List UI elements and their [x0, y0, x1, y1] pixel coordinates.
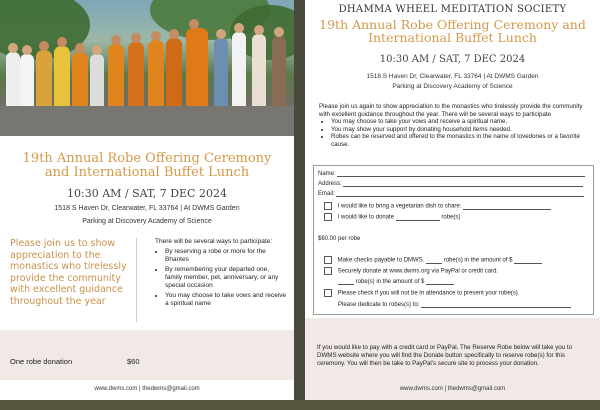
left-invite-text: Please join us to show appreciation to the monastics who tirelessly provide the community with excellent guidance throughout the year — [10, 238, 127, 307]
secure-amount-field[interactable] — [426, 278, 454, 285]
name-label: Name: — [318, 171, 336, 177]
left-flyer — [0, 0, 294, 400]
donate-checkbox[interactable] — [324, 213, 332, 221]
not-attend-checkbox[interactable] — [324, 289, 332, 297]
left-ways-heading: There will be several ways to participate: — [155, 238, 273, 245]
society-name: DHAMMA WHEEL MEDITATION SOCIETY — [338, 4, 567, 15]
right-intro-section — [319, 103, 589, 149]
not-attend-label: Please check if you will not be in attendance to present your robe(s). — [337, 290, 520, 297]
right-bullet-list — [319, 118, 589, 148]
right-flyer — [305, 0, 600, 400]
donation-price: $60 — [127, 357, 140, 366]
secure-donate-checkbox[interactable] — [324, 267, 332, 275]
checks-mid: robe(s) in the amount of $ — [443, 257, 513, 264]
donate-prefix: I would like to donate — [337, 214, 395, 221]
donate-suffix: robe(s) — [441, 214, 461, 221]
list-item: • You may choose to take your vows and receive a spiritual name. — [331, 118, 589, 126]
list-item: • Robes can be reserved and offered to the monastics in the name of lovedones or a favorite cause. — [331, 133, 589, 148]
left-divider — [136, 238, 137, 322]
left-pink-band — [0, 330, 294, 380]
veg-dish-field[interactable] — [463, 203, 551, 210]
name-field[interactable] — [337, 170, 585, 177]
right-title: 19th Annual Robe Offering Ceremony and International Buffet Lunch — [319, 17, 586, 45]
right-intro-text: Please join us again to show appreciation to the monastics who tirelessly provide the community with excellent guidance throughout the year. There will be several ways to participate — [319, 103, 583, 118]
veg-dish-checkbox[interactable] — [324, 202, 332, 210]
right-event-time: 10:30 AM / SAT, 7 DEC 2024 — [379, 54, 526, 65]
right-parking: Parking at Discovery Academy of Science — [392, 83, 513, 90]
address-label: Address: — [318, 181, 342, 187]
bottom-bar — [0, 400, 600, 410]
list-item: • By reserving a robe or more for the Bhantes — [165, 248, 287, 264]
dedicate-field[interactable] — [421, 301, 571, 308]
list-item: • By remembering your departed one, family member, pet, anniversary, or any special occasion — [165, 266, 287, 290]
secure-donate-label: Securely donate at www.dwms.org via PayPal or credit card. — [337, 268, 499, 275]
right-footer-contact: www.dwms.com | thedwms@gmail.com — [399, 386, 506, 392]
left-ways-list — [155, 248, 287, 308]
ceremony-photo — [0, 0, 294, 136]
list-item: • You may choose to take vows and receive a spiritual name — [165, 292, 287, 308]
left-parking: Parking at Discovery Academy of Science — [82, 218, 212, 225]
checks-robes-field[interactable] — [426, 257, 442, 264]
checks-checkbox[interactable] — [324, 256, 332, 264]
secure-robes-field[interactable] — [338, 278, 354, 285]
left-ways-section — [155, 238, 287, 310]
email-label: Email: — [318, 191, 335, 197]
dedicate-label: Please dedicate to robes(s) to: — [338, 302, 420, 308]
checks-prefix: Make checks payable to DMWS. — [337, 257, 425, 264]
veg-dish-label: I would like to bring a vegetarian dish to share: — [337, 203, 462, 210]
reservation-form — [313, 165, 594, 315]
donation-label: One robe donation — [10, 357, 73, 366]
address-field[interactable] — [343, 180, 583, 187]
right-address: 1518 S Haven Dr, Clearwater, FL 33764 | At DWMS Garden — [366, 73, 539, 80]
payment-note: If you would like to pay with a credit card or PayPal, The Reserve Robe below will take you to DWMS website where you will find the Donate button specifically to reserve robe(s) for this ceremony. You will then be take to PayPal's secure site to process your donation. — [317, 344, 573, 367]
left-address: 1518 S Haven Dr, Clearwater, FL 33764 | At DWMS Garden — [54, 205, 240, 212]
left-event-time: 10:30 AM / SAT, 7 DEC 2024 — [67, 187, 227, 200]
email-field[interactable] — [336, 190, 584, 197]
left-footer-contact: www.dwms.com | thedwms@gmail.com — [94, 386, 200, 392]
list-item: • You may show your support by donating household items needed. — [331, 126, 589, 134]
checks-amount-field[interactable] — [514, 257, 542, 264]
per-robe-price: $60.00 per robe — [318, 236, 361, 242]
left-title: 19th Annual Robe Offering Ceremony and International Buffet Lunch — [22, 151, 272, 180]
secure-mid: robe(s) in the amount of $ — [355, 279, 425, 285]
donate-robes-field[interactable] — [396, 214, 440, 221]
